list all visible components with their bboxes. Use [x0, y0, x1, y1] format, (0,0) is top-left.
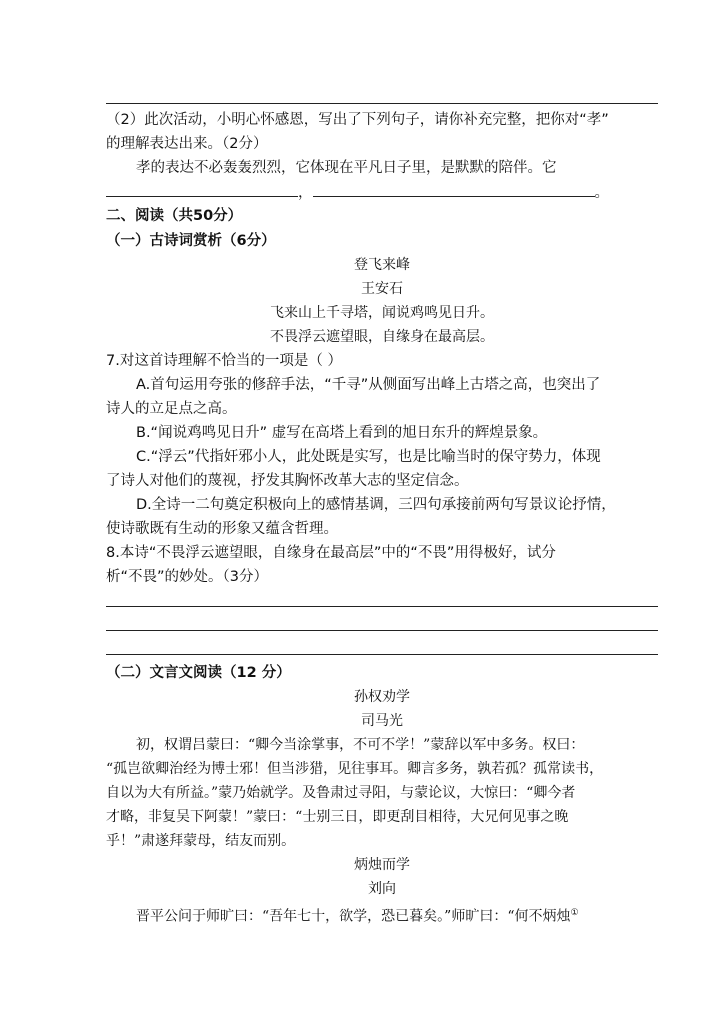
- text1-line-5: 乎！”肃遂拜蒙母，结友而别。: [106, 833, 296, 849]
- text1-title: 孙权劝学: [354, 689, 410, 705]
- answer-blank-2[interactable]: [313, 182, 595, 197]
- q7-option-c-line2: 了诗人对他们的蔑视，抒发其胸怀改革大志的坚定信念。: [106, 473, 469, 489]
- text1-line-3: 自以为大有所益。”蒙乃始就学。及鲁肃过寻阳，与蒙论议，大惊曰：“卿今者: [106, 785, 576, 801]
- part2-title: （二）文言文阅读（12 分）: [106, 665, 291, 681]
- poem-line-1: 飞来山上千寻塔，闻说鸡鸣见日升。: [270, 305, 494, 321]
- poem-author: 王安石: [361, 281, 403, 297]
- text2-author: 刘向: [368, 881, 396, 897]
- text1-line-2: “孤岂欲卿治经为博士邪！但当涉猎，见往事耳。卿言多务，孰若孤？孤常读书，: [106, 761, 604, 777]
- text1-line-1: 初，权谓吕蒙曰：“卿今当涂掌事，不可不学！”蒙辞以军中多务。权曰：: [136, 737, 585, 753]
- q2-line1: （2）此次活动，小明心怀感恩，写出了下列句子，请你补充完整，把你对“孝”: [106, 112, 609, 128]
- answer-comma: ，: [298, 185, 313, 201]
- text1-author: 司马光: [361, 713, 403, 729]
- q7-option-a-line2: 诗人的立足点之高。: [106, 401, 237, 417]
- q2-answer-row: [106, 182, 662, 203]
- q7-option-b: B.“闻说鸡鸣见日升” 虚写在高塔上看到的旭日东升的辉煌景象。: [136, 425, 548, 441]
- q8-line2: 析“不畏”的妙处。（3分）: [106, 569, 268, 585]
- footnote-mark: ①: [570, 908, 579, 918]
- q7-option-c-line1: C.“浮云”代指奸邪小人，此处既是实写，也是比喻当时的保守势力，体现: [136, 449, 601, 465]
- top-rule: [106, 103, 658, 104]
- q8-answer-line-3[interactable]: [106, 654, 658, 655]
- q8-line1: 8.本诗“不畏浮云遮望眼，自缘身在最高层”中的“不畏”用得极好，试分: [106, 545, 556, 561]
- q7-option-d-line1: D.全诗一二句奠定积极向上的感情基调，三四句承接前两句写景议论抒情，: [136, 497, 616, 513]
- q2-sentence: 孝的表达不必轰轰烈烈，它体现在平凡日子里，是默默的陪伴。它: [136, 160, 557, 176]
- q7-stem: 7.对这首诗理解不恰当的一项是（ ）: [106, 353, 342, 369]
- q8-answer-line-1[interactable]: [106, 606, 658, 607]
- text2-line-1-text: 晋平公问于师旷曰：“吾年七十，欲学，恐已暮矣。”师旷曰：“何不炳烛: [136, 908, 571, 925]
- text2-line-1: [136, 903, 662, 927]
- q2-line2: 的理解表达出来。（2分）: [106, 136, 268, 152]
- section2-title: 二、阅读（共50分）: [106, 208, 243, 224]
- answer-period: 。: [594, 185, 609, 201]
- q8-answer-line-2[interactable]: [106, 630, 658, 631]
- q7-option-a-line1: A.首句运用夸张的修辞手法，“千寻”从侧面写出峰上古塔之高，也突出了: [136, 377, 601, 393]
- part1-title: （一）古诗词赏析（6分）: [106, 233, 276, 249]
- poem-title: 登飞来峰: [354, 257, 410, 273]
- text2-title: 炳烛而学: [354, 857, 410, 873]
- text1-line-4: 才略，非复吴下阿蒙！”蒙曰：“士别三日，即更刮目相待，大兄何见事之晚: [106, 809, 569, 825]
- poem-line-2: 不畏浮云遮望眼，自缘身在最高层。: [270, 329, 494, 345]
- q7-option-d-line2: 使诗歌既有生动的形象又蕴含哲理。: [106, 521, 338, 537]
- answer-blank-1[interactable]: [106, 182, 298, 197]
